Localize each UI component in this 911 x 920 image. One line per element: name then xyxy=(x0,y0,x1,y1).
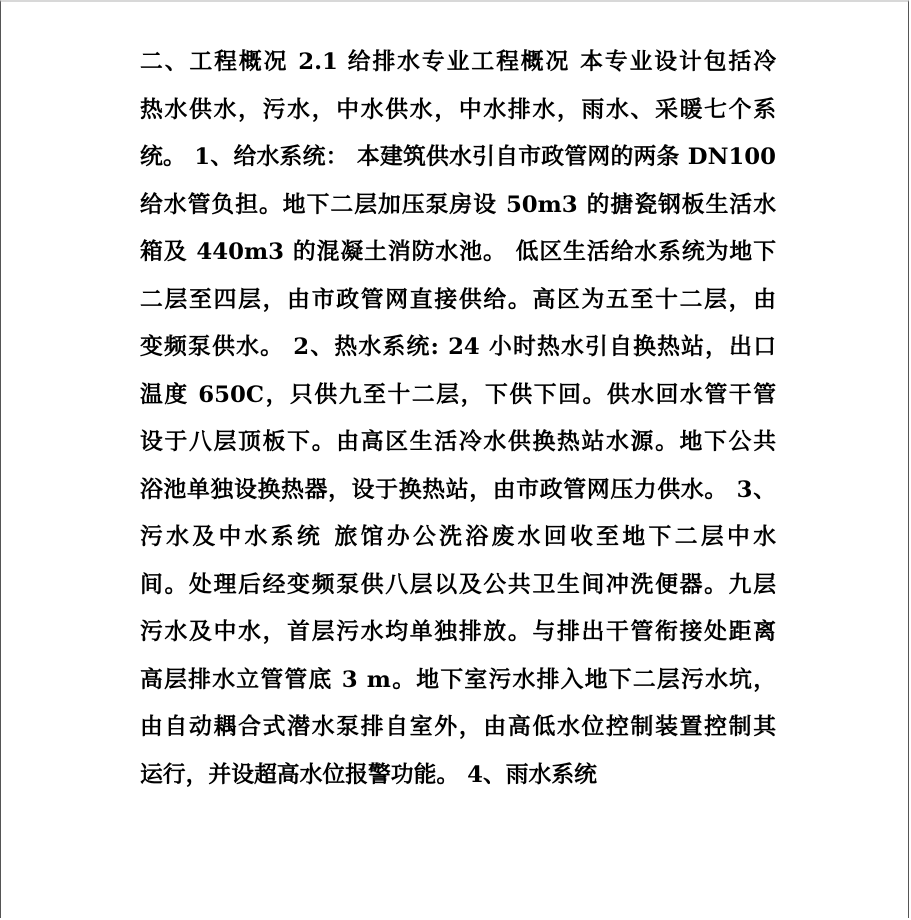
text-line: 由自动耦合式潜水泵排自室外，由高低水位控制装置控制其 xyxy=(140,714,776,740)
text-line: 二层至四层，由市政管网直接供给。高区为五至十二层，由 xyxy=(140,286,776,313)
text-line: 浴池单独设换热器，设于换热站，由市政管网压力供水。 3、 xyxy=(140,476,776,503)
text-line: 二、工程概况 2.1 给排水专业工程概况 本专业设计包括冷 xyxy=(140,49,776,75)
document-body xyxy=(140,39,776,799)
text-line: 温度 650C，只供九至十二层，下供下回。供水回水管干管 xyxy=(140,381,776,408)
text-line: 污水及中水，首层污水均单独排放。与排出干管衔接处距离 xyxy=(140,619,776,645)
text-line: 设于八层顶板下。由高区生活冷水供换热站水源。地下公共 xyxy=(140,429,776,455)
text-line: 给水管负担。地下二层加压泵房设 50m3 的搪瓷钢板生活水 xyxy=(140,191,776,218)
text-line: 变频泵供水。 2、热水系统: 24 小时热水引自换热站，出口 xyxy=(140,334,776,360)
text-line: 高层排水立管管底 3 m。地下室污水排入地下二层污水坑， xyxy=(140,666,776,693)
text-line: 箱及 440m3 的混凝土消防水池。 低区生活给水系统为地下 xyxy=(140,239,776,265)
text-line: 运行，并设超高水位报警功能。 4、雨水系统 xyxy=(140,761,597,788)
text-line: 污水及中水系统 旅馆办公洗浴废水回收至地下二层中水 xyxy=(140,524,776,550)
text-line: 热水供水，污水，中水供水，中水排水，雨水、采暖七个系 xyxy=(140,96,776,123)
text-line: 间。处理后经变频泵供八层以及公共卫生间冲洗便器。九层 xyxy=(140,571,776,598)
text-line: 统。 1、给水系统： 本建筑供水引自市政管网的两条 DN100 xyxy=(140,144,776,170)
